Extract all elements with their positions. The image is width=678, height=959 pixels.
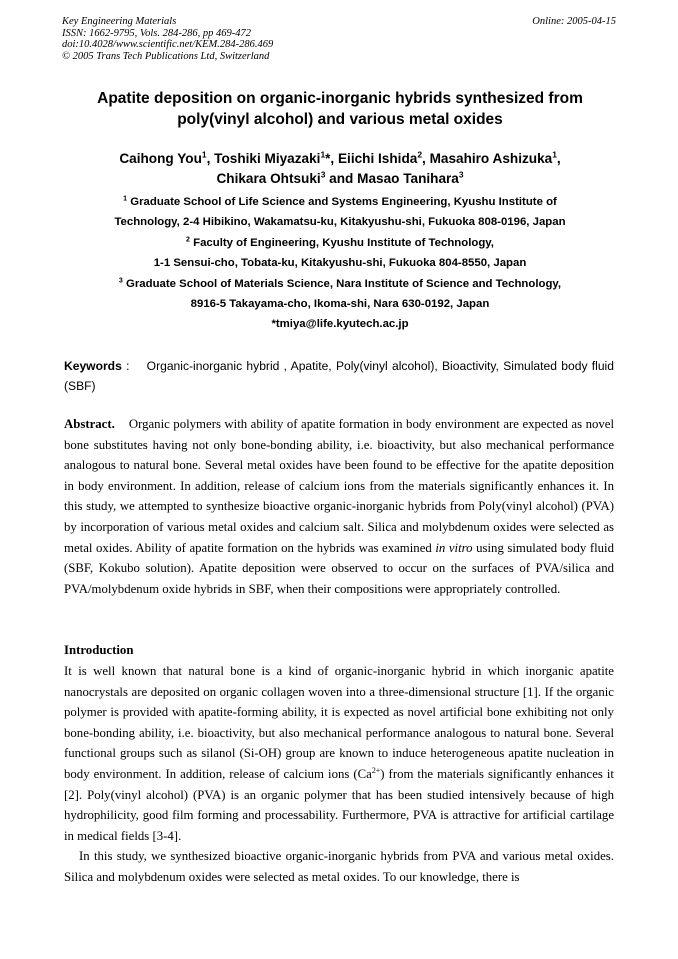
author-separator: and: [325, 171, 358, 186]
affiliation-1-address: Technology, 2-4 Hibikino, Wakamatsu-ku, Kitakyushu-shi, Fukuoka 808-0196, Japan: [114, 216, 566, 229]
keywords-text: Organic-inorganic hybrid , Apatite, Poly(vinyl alcohol), Bioactivity, Simulated body fluid (SBF): [64, 359, 614, 393]
online-date: Online: 2005-04-15: [532, 16, 616, 27]
copyright-line: © 2005 Trans Tech Publications Ltd, Switzerland: [62, 50, 270, 62]
author-list: [60, 149, 620, 189]
author-name: Toshiki Miyazaki: [214, 151, 321, 166]
intro-paragraph-1: [64, 661, 614, 846]
title-line-2: poly(vinyl alcohol) and various metal oxides: [177, 111, 503, 128]
paper-title: [70, 88, 610, 130]
abstract-text-cont: using simulated body fluid (SBF, Kokubo solution). Apatite deposition were observed to occur on the surfaces of PVA/silica and PVA/molybdenum oxide hybrids in SBF, when their compositions were appropriately controlled.: [64, 540, 615, 596]
author-affil-mark: 1: [201, 149, 207, 160]
affiliation-3: [55, 274, 625, 294]
affiliations: [55, 192, 625, 335]
affil-line: Graduate School of Life Science and Systems Engineering, Kyushu Institute of: [130, 196, 557, 208]
author-affil-mark: 3: [458, 169, 464, 180]
affil-mark: 3: [118, 277, 123, 285]
abstract-italic: in vitro: [435, 540, 473, 555]
affiliation-3-address: 8916-5 Takayama-cho, Ikoma-shi, Nara 630-0192, Japan: [190, 298, 490, 311]
intro-paragraph-2: In this study, we synthesized bioactive organic-inorganic hybrids from PVA and various metal oxides. Silica and molybdenum oxides were selected as metal oxides. To our knowledge, there is: [64, 849, 614, 884]
author-name: Caihong You: [119, 151, 202, 166]
author-line-2: [60, 169, 620, 189]
keywords-section: [64, 356, 614, 396]
affil-line: Graduate School of Materials Science, Nara Institute of Science and Technology,: [126, 277, 562, 290]
keywords-label: Keywords: [64, 359, 122, 373]
author-separator: ,: [556, 151, 561, 166]
intro-text-cont: ) from the materials significantly enhances it [2]. Poly(vinyl alcohol) (PVA) is an organic polymer that has been studied intensively because of high hydrophilicity, good film forming and processability. Furthermore, PVA is attractive for artificial cartilage in medical fields [3-4].: [64, 766, 614, 843]
abstract-section: [64, 414, 614, 599]
keywords-colon: :: [126, 359, 130, 373]
affiliation-1: [55, 192, 625, 212]
section-heading: Introduction: [64, 643, 134, 657]
doi-line: doi:10.4028/www.scientific.net/KEM.284-286.469: [62, 39, 274, 50]
issn-line: ISSN: 1662-9795, Vols. 284-286, pp 469-472: [62, 27, 251, 39]
author-line-1: [60, 149, 620, 169]
affil-line: Faculty of Engineering, Kyushu Institute of Technology,: [193, 236, 494, 249]
abstract-label: Abstract.: [64, 417, 115, 431]
affiliation-2: [55, 233, 625, 253]
keywords-sep: [122, 359, 147, 373]
affiliation-2-address: 1-1 Sensui-cho, Tobata-ku, Kitakyushu-shi, Fukuoka 804-8550, Japan: [153, 257, 527, 270]
corresponding-mark: *: [325, 151, 331, 166]
author-affil-mark: 1: [320, 149, 326, 160]
journal-name: Key Engineering Materials: [62, 16, 177, 27]
title-line-1: Apatite deposition on organic-inorganic hybrids synthesized from: [97, 90, 583, 107]
author-separator: ,: [206, 151, 215, 166]
author-separator: ,: [422, 151, 430, 166]
author-affil-mark: 3: [320, 169, 326, 180]
intro-text: It is well known that natural bone is a kind of organic-inorganic hybrid in which inorganic apatite nanocrystals are deposited on organic collagen woven into a three-dimensional structure [1]. If the organic polymer is provided with apatite-forming ability, it is expected as novel artificial bone exhibiting not only bone-bonding ability, i.e. bioactivity, but also mechanical performance analogous to natural bone. Several functional groups such as silanol (Si-OH) group are known to induce heterogeneous apatite nucleation in body environment. In addition, release of calcium ions (Ca: [64, 664, 614, 781]
author-name: Masahiro Ashizuka: [429, 151, 553, 166]
journal-header: [62, 16, 616, 62]
contact-email[interactable]: *tmiya@life.kyutech.ac.jp: [271, 318, 409, 331]
abstract-text: Organic polymers with ability of apatite formation in body environment are expected as novel bone substitutes having not only bone-bonding ability, i.e. bioactivity, but also mechanical performance analogous to natural bone. Several metal oxides have been found to be effective for the apatite deposition in body environment. In addition, release of calcium ions from the materials significantly enhances it. In this study, we attempted to synthesize bioactive organic-inorganic hybrids from Poly(vinyl alcohol) (PVA) by incorporation of various metal oxides and calcium salt. Silica and molybdenum oxides were selected as metal oxides. Ability of apatite formation on the hybrids was examined: [64, 417, 614, 555]
author-separator: ,: [330, 151, 338, 166]
author-name: Chikara Ohtsuki: [216, 171, 321, 186]
charge-superscript: 2+: [371, 765, 381, 775]
affil-mark: 2: [186, 236, 190, 244]
author-name: Eiichi Ishida: [337, 151, 418, 166]
affil-mark: 1: [123, 195, 128, 203]
author-affil-mark: 1: [552, 149, 557, 160]
author-name: Masao Tanihara: [357, 171, 459, 186]
author-affil-mark: 2: [417, 149, 422, 160]
